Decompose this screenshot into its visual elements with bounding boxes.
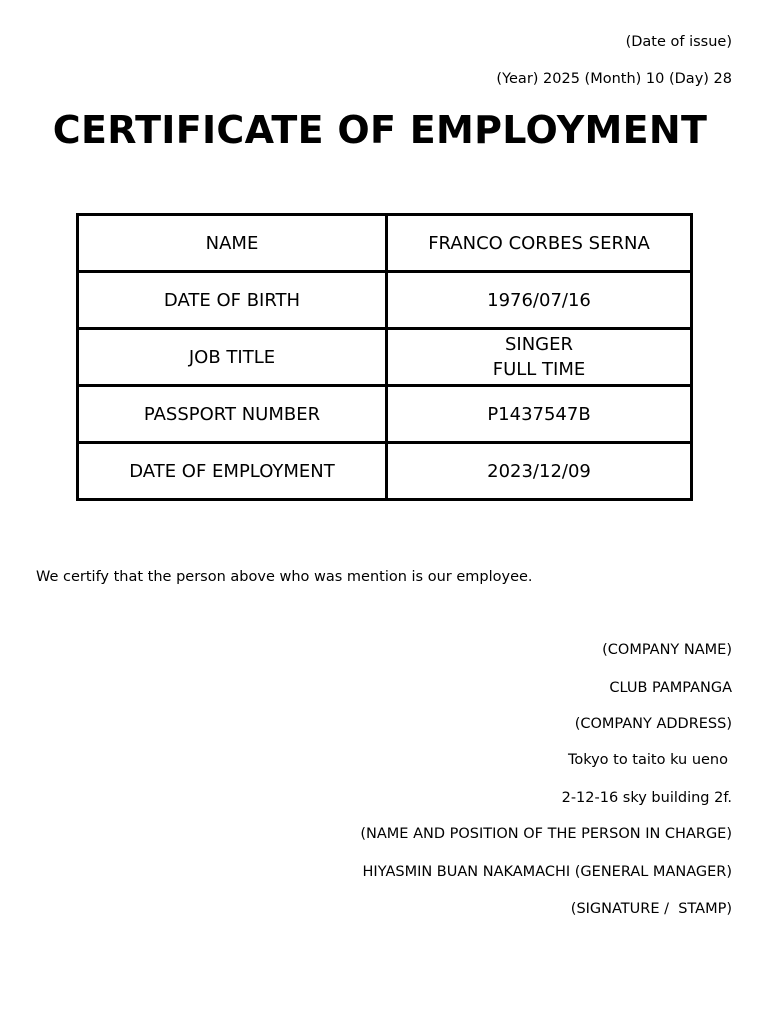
- row-value-passport-number: [387, 386, 692, 443]
- company-name: CLUB PAMPANGA: [609, 680, 732, 696]
- person-in-charge: HIYASMIN BUAN NAKAMACHI (GENERAL MANAGER): [362, 864, 732, 880]
- row-label-date-of-employment: DATE OF EMPLOYMENT: [78, 443, 387, 500]
- row-label-date-of-birth: DATE OF BIRTH: [78, 272, 387, 329]
- company-name-label: (COMPANY NAME): [602, 642, 732, 658]
- table-row: [78, 329, 692, 386]
- row-value-job-title: [387, 329, 692, 386]
- row-value-date-of-employment: [387, 443, 692, 500]
- value-line: 1976/07/16: [487, 289, 591, 311]
- table-row: [78, 272, 692, 329]
- company-address-label: (COMPANY ADDRESS): [574, 716, 732, 732]
- row-label-job-title: JOB TITLE: [78, 329, 387, 386]
- row-label-name: NAME: [78, 215, 387, 272]
- row-label-passport-number: PASSPORT NUMBER: [78, 386, 387, 443]
- signature-stamp-label: (SIGNATURE / STAMP): [570, 901, 732, 917]
- issue-date-value: (Year) 2025 (Month) 10 (Day) 28: [496, 71, 732, 87]
- issue-date-label: (Date of issue): [625, 34, 732, 50]
- document-title: CERTIFICATE OF EMPLOYMENT: [52, 108, 708, 152]
- person-in-charge-label: (NAME AND POSITION OF THE PERSON IN CHARGE): [360, 826, 732, 842]
- row-value-name: [387, 215, 692, 272]
- company-address-line1: Tokyo to taito ku ueno: [567, 752, 728, 768]
- value-line: P1437547B: [487, 403, 591, 425]
- table-row: [78, 386, 692, 443]
- value-line: FRANCO CORBES SERNA: [428, 232, 650, 254]
- value-line: 2023/12/09: [487, 460, 591, 482]
- value-line: FULL TIME: [492, 359, 586, 380]
- row-value-date-of-birth: [387, 272, 692, 329]
- table-row: [78, 215, 692, 272]
- certification-statement: We certify that the person above who was mention is our employee.: [36, 569, 533, 585]
- value-line: SINGER: [504, 334, 574, 355]
- table-row: [78, 443, 692, 500]
- company-address-line2: 2-12-16 sky building 2f.: [561, 790, 732, 806]
- employee-info-table: [76, 213, 693, 501]
